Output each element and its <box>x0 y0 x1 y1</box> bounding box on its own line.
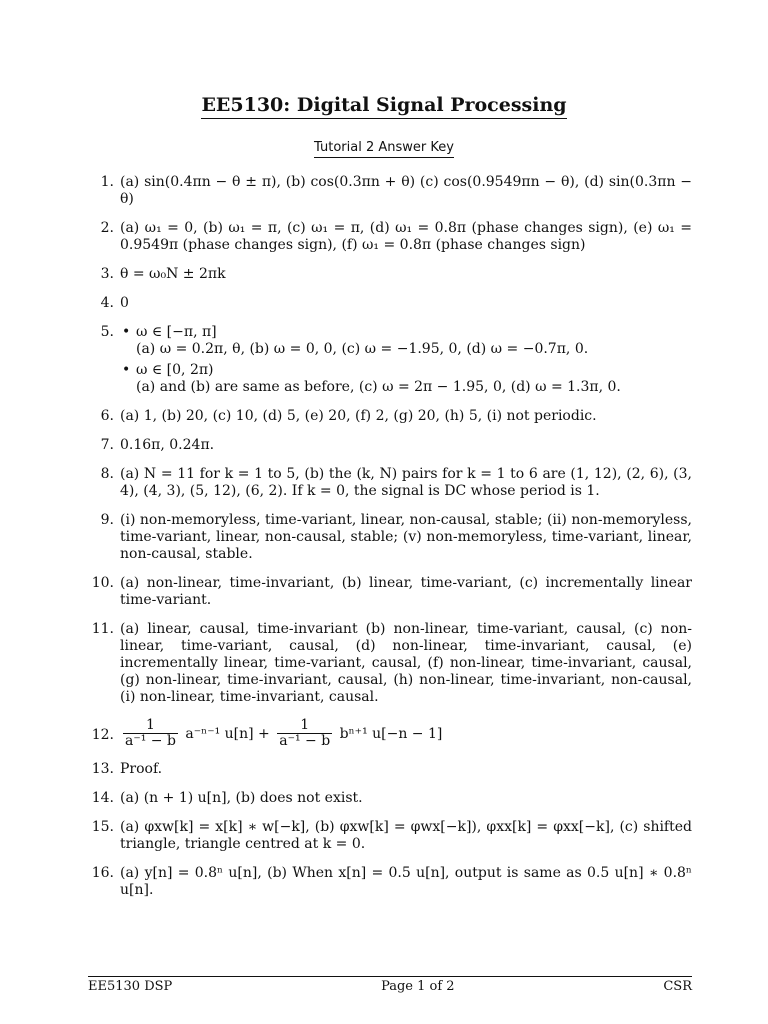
answer-6 <box>88 408 692 425</box>
answer-text: 0 <box>120 295 129 311</box>
footer-page-number: Page 1 of 2 <box>381 979 455 994</box>
answer-1 <box>88 174 692 208</box>
answer-number: 11. <box>91 621 114 637</box>
answer-list <box>88 174 692 911</box>
answer-text: (a) φxw[k] = x[k] ∗ w[−k], (b) φxw[k] = φwx[−k]), φxx[k] = φxx[−k], (c) shifted triangle, triangle centred at k = 0. <box>120 819 692 852</box>
bullet-item <box>120 324 692 358</box>
fraction <box>123 718 178 749</box>
answer-text: (a) N = 11 for k = 1 to 5, (b) the (k, N) pairs for k = 1 to 6 are (1, 12), (2, 6), (3, 4), (4, 3), (5, 12), (6, 2). If k = 0, the signal is DC whose period is 1. <box>120 466 692 499</box>
answer-15 <box>88 819 692 853</box>
answer-9 <box>88 512 692 563</box>
answer-text: θ = ω₀N ± 2πk <box>120 266 226 282</box>
bullet-heading: ω ∈ [−π, π] <box>136 324 217 340</box>
answer-number: 16. <box>91 865 114 881</box>
answer-number: 2. <box>100 220 114 236</box>
answer-text: (i) non-memoryless, time-variant, linear, non-causal, stable; (ii) non-memoryless, time-variant, linear, non-causal, stable; (v) non-memoryless, time-variant, linear, non-causal, stable. <box>120 512 692 562</box>
answer-7 <box>88 437 692 454</box>
page-footer <box>88 976 692 994</box>
answer-12 <box>88 718 692 749</box>
answer-text: (a) linear, causal, time-invariant (b) non-linear, time-variant, causal, (c) non-linear, time-variant, causal, (d) non-linear, time-invariant, causal, (e) incrementally linear, time-variant, causal, (f) non-linear, time-invariant, causal, (g) non-linear, time-invariant, causal, (h) non-linear, time-invariant, non-causal, (i) non-linear, time-invariant, causal. <box>120 621 692 705</box>
bullet-icon: • <box>122 324 131 340</box>
answer-8 <box>88 466 692 500</box>
answer-4 <box>88 295 692 312</box>
answer-number: 4. <box>100 295 114 311</box>
fraction-numerator: 1 <box>277 718 332 734</box>
answer-text: (a) (n + 1) u[n], (b) does not exist. <box>120 790 363 806</box>
answer-5 <box>88 324 692 396</box>
answer-2 <box>88 220 692 254</box>
formula-term: a⁻ⁿ⁻¹ u[n] + <box>185 725 270 742</box>
answer-number: 3. <box>100 266 114 282</box>
answer-number: 12. <box>91 727 114 743</box>
bullet-icon: • <box>122 362 131 378</box>
formula <box>120 717 443 749</box>
answer-text: (a) sin(0.4πn − θ ± π), (b) cos(0.3πn + θ) (c) cos(0.9549πn − θ), (d) sin(0.3πn − θ) <box>120 174 692 207</box>
answer-text: (a) y[n] = 0.8ⁿ u[n], (b) When x[n] = 0.5 u[n], output is same as 0.5 u[n] ∗ 0.8ⁿ u[n]. <box>120 865 692 898</box>
bullet-item <box>120 362 692 396</box>
title-text: EE5130: Digital Signal Processing <box>201 94 566 119</box>
fraction <box>277 718 332 749</box>
answer-11 <box>88 621 692 706</box>
answer-number: 13. <box>91 761 114 777</box>
answer-14 <box>88 790 692 807</box>
formula-term: bⁿ⁺¹ u[−n − 1] <box>339 725 443 742</box>
answer-text: (a) ω₁ = 0, (b) ω₁ = π, (c) ω₁ = π, (d) ω₁ = 0.8π (phase changes sign), (e) ω₁ = 0.9549π (phase changes sign), (f) ω₁ = 0.8π (phase changes sign) <box>120 220 692 253</box>
answer-number: 7. <box>100 437 114 453</box>
bullet-heading: ω ∈ [0, 2π) <box>136 362 214 378</box>
answer-number: 1. <box>100 174 114 190</box>
answer-number: 15. <box>91 819 114 835</box>
answer-3 <box>88 266 692 283</box>
footer-right: CSR <box>663 979 692 994</box>
answer-13 <box>88 761 692 778</box>
answer-text: (a) non-linear, time-invariant, (b) linear, time-variant, (c) incrementally linear time-variant. <box>120 575 692 608</box>
bullet-text: (a) and (b) are same as before, (c) ω = 2π − 1.95, 0, (d) ω = 1.3π, 0. <box>136 379 621 395</box>
answer-16 <box>88 865 692 899</box>
answer-number: 10. <box>91 575 114 591</box>
fraction-denominator: a⁻¹ − b <box>125 733 176 749</box>
subtitle-text: Tutorial 2 Answer Key <box>314 140 454 158</box>
fraction-denominator: a⁻¹ − b <box>279 733 331 749</box>
answer-number: 14. <box>91 790 114 806</box>
bullet-text: (a) ω = 0.2π, θ, (b) ω = 0, 0, (c) ω = −1.95, 0, (d) ω = −0.7π, 0. <box>136 341 589 357</box>
fraction-numerator: 1 <box>123 718 178 734</box>
footer-left: EE5130 DSP <box>88 979 173 994</box>
page-subtitle <box>0 140 768 158</box>
answer-text: 0.16π, 0.24π. <box>120 437 215 453</box>
answer-number: 9. <box>100 512 114 528</box>
answer-number: 6. <box>100 408 114 424</box>
answer-10 <box>88 575 692 609</box>
answer-text: (a) 1, (b) 20, (c) 10, (d) 5, (e) 20, (f) 2, (g) 20, (h) 5, (i) not periodic. <box>120 408 597 424</box>
page-title <box>0 94 768 119</box>
answer-text: Proof. <box>120 761 163 777</box>
answer-number: 8. <box>100 466 114 482</box>
answer-number: 5. <box>100 324 114 340</box>
